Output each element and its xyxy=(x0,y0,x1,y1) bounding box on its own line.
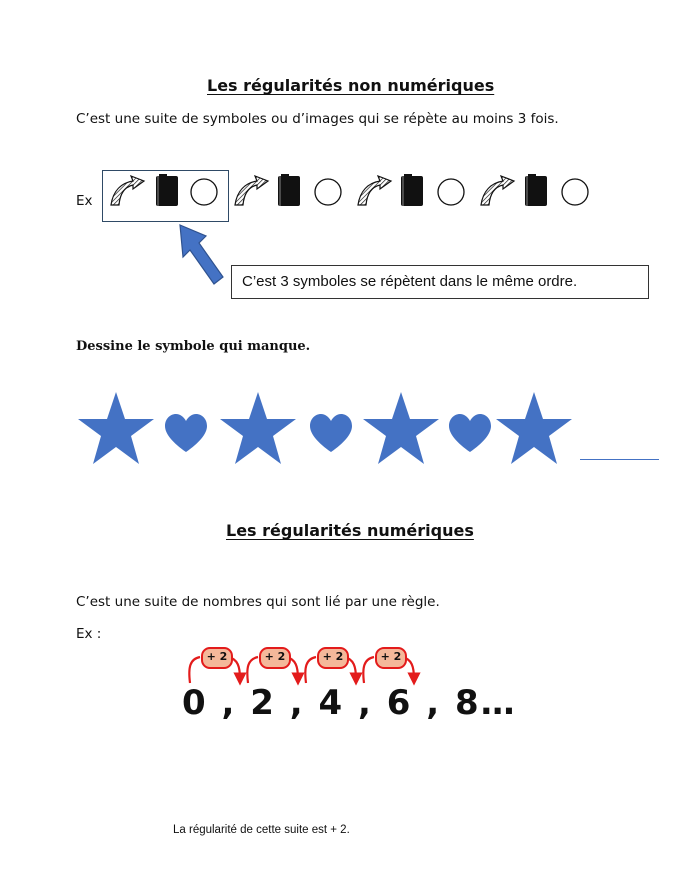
heart-shape xyxy=(165,414,207,452)
curved-arrow-icon xyxy=(111,176,144,205)
step-label: + 2 xyxy=(380,650,402,663)
step-label: + 2 xyxy=(322,650,344,663)
battery-icon xyxy=(278,174,300,206)
circle-icon xyxy=(315,179,341,205)
battery-icon xyxy=(525,174,547,206)
callout-box: C’est 3 symboles se répètent dans le même ordre. xyxy=(231,265,649,299)
star-shape xyxy=(496,392,572,464)
heart-shape xyxy=(310,414,352,452)
circle-icon xyxy=(562,179,588,205)
star-shape xyxy=(78,392,154,464)
number-sequence: 0 , 2 , 4 , 6 , 8… xyxy=(182,683,517,723)
section1-definition: C’est une suite de symboles ou d’images qui se répète au moins 3 fois. xyxy=(76,111,559,127)
step-label: + 2 xyxy=(264,650,286,663)
circle-icon xyxy=(191,179,217,205)
symbol-pattern xyxy=(100,165,600,225)
answer-blank-line[interactable] xyxy=(580,459,659,460)
pointer-arrow-icon xyxy=(170,222,230,287)
circle-icon xyxy=(438,179,464,205)
conclusion-text: La régularité de cette suite est + 2. xyxy=(173,824,350,836)
section2-title: Les régularités numériques xyxy=(226,521,474,540)
battery-icon xyxy=(156,174,178,206)
curved-arrow-icon xyxy=(235,176,268,205)
star-shape xyxy=(220,392,296,464)
section2-example-label: Ex : xyxy=(76,626,102,642)
example-label: Ex xyxy=(76,193,93,209)
step-label: + 2 xyxy=(206,650,228,663)
exercise-instruction: Dessine le symbole qui manque. xyxy=(76,339,311,354)
star-shape xyxy=(363,392,439,464)
battery-icon xyxy=(401,174,423,206)
curved-arrow-icon xyxy=(481,176,514,205)
section1-title: Les régularités non numériques xyxy=(207,76,495,95)
curved-arrow-icon xyxy=(358,176,391,205)
heart-shape xyxy=(449,414,491,452)
section2-definition: C’est une suite de nombres qui sont lié par une règle. xyxy=(76,594,440,610)
shape-sequence xyxy=(70,388,590,468)
